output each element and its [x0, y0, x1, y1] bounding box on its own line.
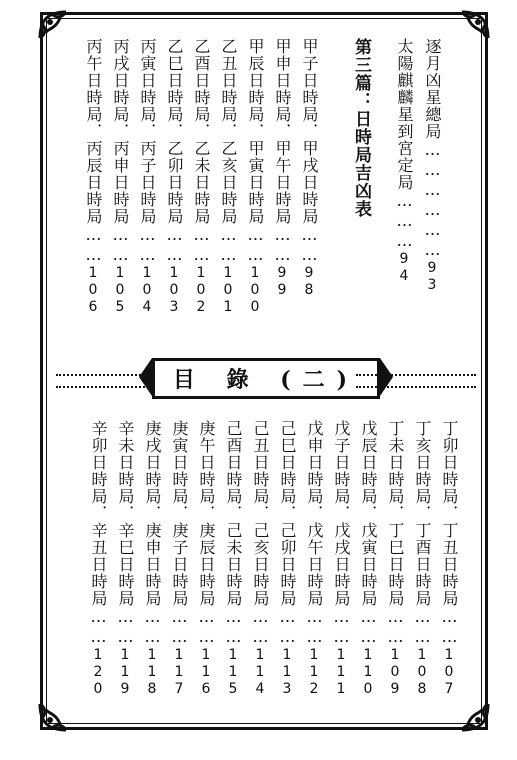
toc-page-number: 105 — [112, 265, 128, 316]
toc-page-number: 100 — [247, 265, 263, 316]
section-divider — [56, 360, 476, 396]
toc-page-number: 112 — [306, 647, 322, 698]
toc-page-number: 101 — [220, 265, 236, 316]
toc-page-number: 107 — [441, 647, 457, 698]
toc-entry[interactable] — [438, 420, 460, 698]
toc-entry-title: 庚午日時局．庚辰日時局…… — [197, 420, 216, 647]
toc-page-number: 109 — [387, 647, 403, 698]
toc-page-number: 116 — [198, 647, 214, 698]
toc-entry[interactable] — [411, 420, 433, 698]
toc-entry-title: 甲子日時局．甲戌日時局…… — [300, 38, 319, 265]
toc-page-number: 110 — [360, 647, 376, 698]
toc-entry-title: 己酉日時局．己未日時局…… — [224, 420, 243, 647]
toc-entry-title: 丙午日時局．丙辰日時局…… — [84, 38, 103, 265]
toc-entry[interactable] — [271, 38, 293, 299]
toc-page-number: 111 — [333, 647, 349, 698]
toc-entry[interactable] — [421, 38, 443, 294]
toc-entry-title: 戊子日時局．戊戌日時局…… — [332, 420, 351, 647]
toc-page-number: 102 — [193, 265, 209, 316]
toc-page-number: 115 — [225, 647, 241, 698]
toc-entry[interactable] — [82, 38, 104, 316]
toc-entry-title: 戊申日時局．戊午日時局…… — [305, 420, 324, 647]
toc-entry-title: 丙戌日時局．丙申日時局…… — [111, 38, 130, 265]
toc-entry[interactable] — [217, 38, 239, 316]
toc-entry[interactable] — [393, 38, 415, 285]
toc-page-number: 120 — [90, 647, 106, 698]
corner-ornament-icon — [36, 8, 70, 42]
toc-entry-title: 辛卯日時局．辛丑日時局…… — [89, 420, 108, 647]
toc-entry-title: 己巳日時局．己卯日時局…… — [278, 420, 297, 647]
toc-entry[interactable] — [87, 420, 109, 698]
toc-entry-title: 丁卯日時局．丁丑日時局…… — [440, 420, 459, 647]
toc-entry-title: 戊辰日時局．戊寅日時局…… — [359, 420, 378, 647]
page-title — [152, 358, 380, 399]
toc-entry[interactable] — [330, 420, 352, 698]
toc-entry-title: 己丑日時局．己亥日時局…… — [251, 420, 270, 647]
corner-ornament-icon — [458, 8, 492, 42]
toc-entry-title: 太陽麒麟星到宮定局……… — [395, 38, 414, 251]
section-heading — [350, 38, 372, 218]
corner-ornament-icon — [458, 700, 492, 734]
toc-entry-title: 甲申日時局．甲午日時局…… — [273, 38, 292, 265]
scroll-ornament-icon — [356, 374, 476, 388]
toc-entry-title: 乙酉日時局．乙未日時局…… — [192, 38, 211, 265]
toc-entry[interactable] — [195, 420, 217, 698]
toc-entry-title: 丁亥日時局．丁酉日時局…… — [413, 420, 432, 647]
toc-entry-title: 乙巳日時局．乙卯日時局…… — [165, 38, 184, 265]
toc-page-number: 99 — [274, 265, 290, 299]
toc-entry[interactable] — [357, 420, 379, 698]
toc-entry[interactable] — [163, 38, 185, 316]
toc-entry[interactable] — [114, 420, 136, 698]
toc-entry-title: 庚寅日時局．庚子日時局…… — [170, 420, 189, 647]
toc-entry-title: 乙丑日時局．乙亥日時局…… — [219, 38, 238, 265]
toc-entry[interactable] — [136, 38, 158, 316]
toc-entry[interactable] — [384, 420, 406, 698]
toc-page-number: 103 — [166, 265, 182, 316]
toc-page-number: 98 — [301, 265, 317, 299]
toc-entry-title: 辛未日時局．辛巳日時局…… — [116, 420, 135, 647]
toc-page-number: 104 — [139, 265, 155, 316]
toc-page-number: 114 — [252, 647, 268, 698]
toc-entry[interactable] — [244, 38, 266, 316]
toc-page-number: 94 — [396, 251, 412, 285]
toc-entry[interactable] — [276, 420, 298, 698]
toc-entry-title: 丁未日時局．丁巳日時局…… — [386, 420, 405, 647]
toc-page-number: 118 — [144, 647, 160, 698]
toc-entry[interactable] — [190, 38, 212, 316]
toc-entry[interactable] — [109, 38, 131, 316]
toc-page-number: 108 — [414, 647, 430, 698]
toc-page-number: 93 — [424, 260, 440, 294]
toc-entry-title: 丙寅日時局．丙子日時局…… — [138, 38, 157, 265]
page-title-text: 目 錄 (二) — [172, 366, 360, 393]
toc-entry-title: 甲辰日時局．甲寅日時局…… — [246, 38, 265, 265]
toc-entry[interactable] — [303, 420, 325, 698]
toc-entry-title: 逐月凶星總局……………… — [423, 38, 442, 260]
section-heading-text: 第三篇：日時局吉凶表 — [351, 38, 371, 218]
toc-entry[interactable] — [141, 420, 163, 698]
toc-entry-title: 庚戌日時局．庚申日時局…… — [143, 420, 162, 647]
toc-entry[interactable] — [298, 38, 320, 299]
toc-page-number: 113 — [279, 647, 295, 698]
toc-entry[interactable] — [168, 420, 190, 698]
corner-ornament-icon — [36, 700, 70, 734]
toc-page-number: 106 — [85, 265, 101, 316]
toc-entry[interactable] — [249, 420, 271, 698]
toc-page-number: 117 — [171, 647, 187, 698]
toc-page-number: 119 — [117, 647, 133, 698]
toc-entry[interactable] — [222, 420, 244, 698]
